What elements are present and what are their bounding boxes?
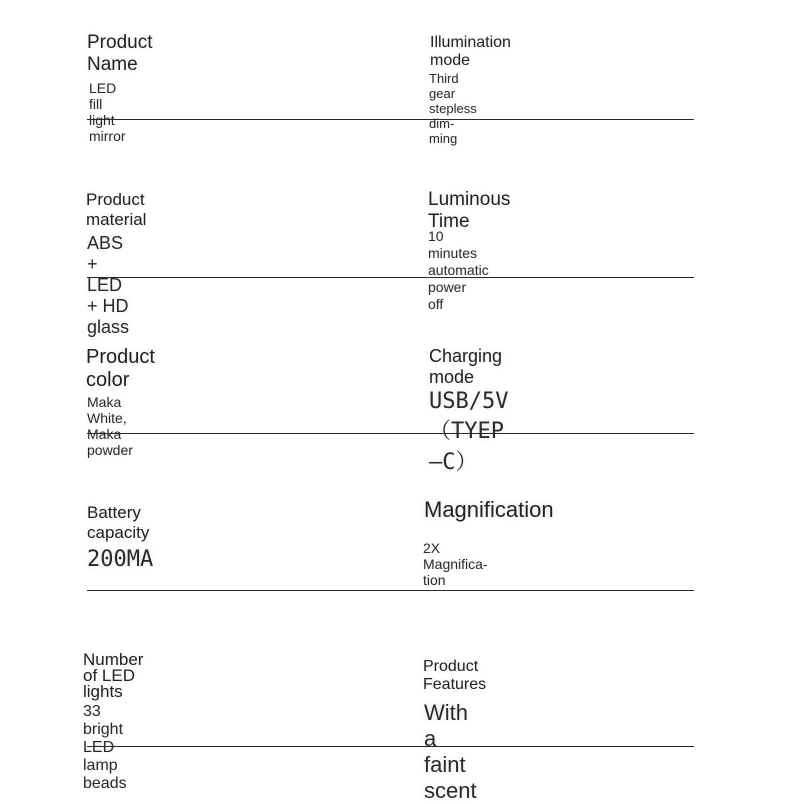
spec-label: Product Features <box>423 658 487 693</box>
divider-line <box>87 746 694 747</box>
divider-line <box>87 277 694 278</box>
spec-value: USB/5V（TYEP—C） <box>429 389 509 475</box>
spec-label: Product Name <box>87 32 153 75</box>
spec-value: 2X Magnifica- tion <box>423 540 488 588</box>
spec-label: Product material <box>86 190 147 229</box>
spec-value: With a faint scent <box>424 700 477 803</box>
spec-value: 33 bright LED lamp beads <box>83 703 127 792</box>
spec-label: Luminous Time <box>428 189 511 232</box>
spec-value: 200MA <box>87 547 154 572</box>
spec-label: Charging mode <box>429 346 503 387</box>
spec-label: Product color <box>86 346 155 391</box>
spec-value: Third gear stepless dim- ming <box>429 71 477 146</box>
spec-label: Magnification <box>424 497 554 522</box>
spec-label: Battery capacity <box>87 503 150 542</box>
divider-line <box>87 119 694 120</box>
spec-value: 10 minutes automatic power off <box>428 228 489 312</box>
spec-value: Maka White, Maka powder <box>87 394 133 458</box>
divider-line <box>87 590 694 591</box>
spec-value: ABS + LED + HD glass <box>87 233 130 337</box>
spec-label: Illumination mode <box>430 34 511 69</box>
spec-label: Number of LED lights <box>83 650 144 701</box>
divider-line <box>87 433 694 434</box>
spec-value: LED fill light mirror <box>89 80 126 144</box>
